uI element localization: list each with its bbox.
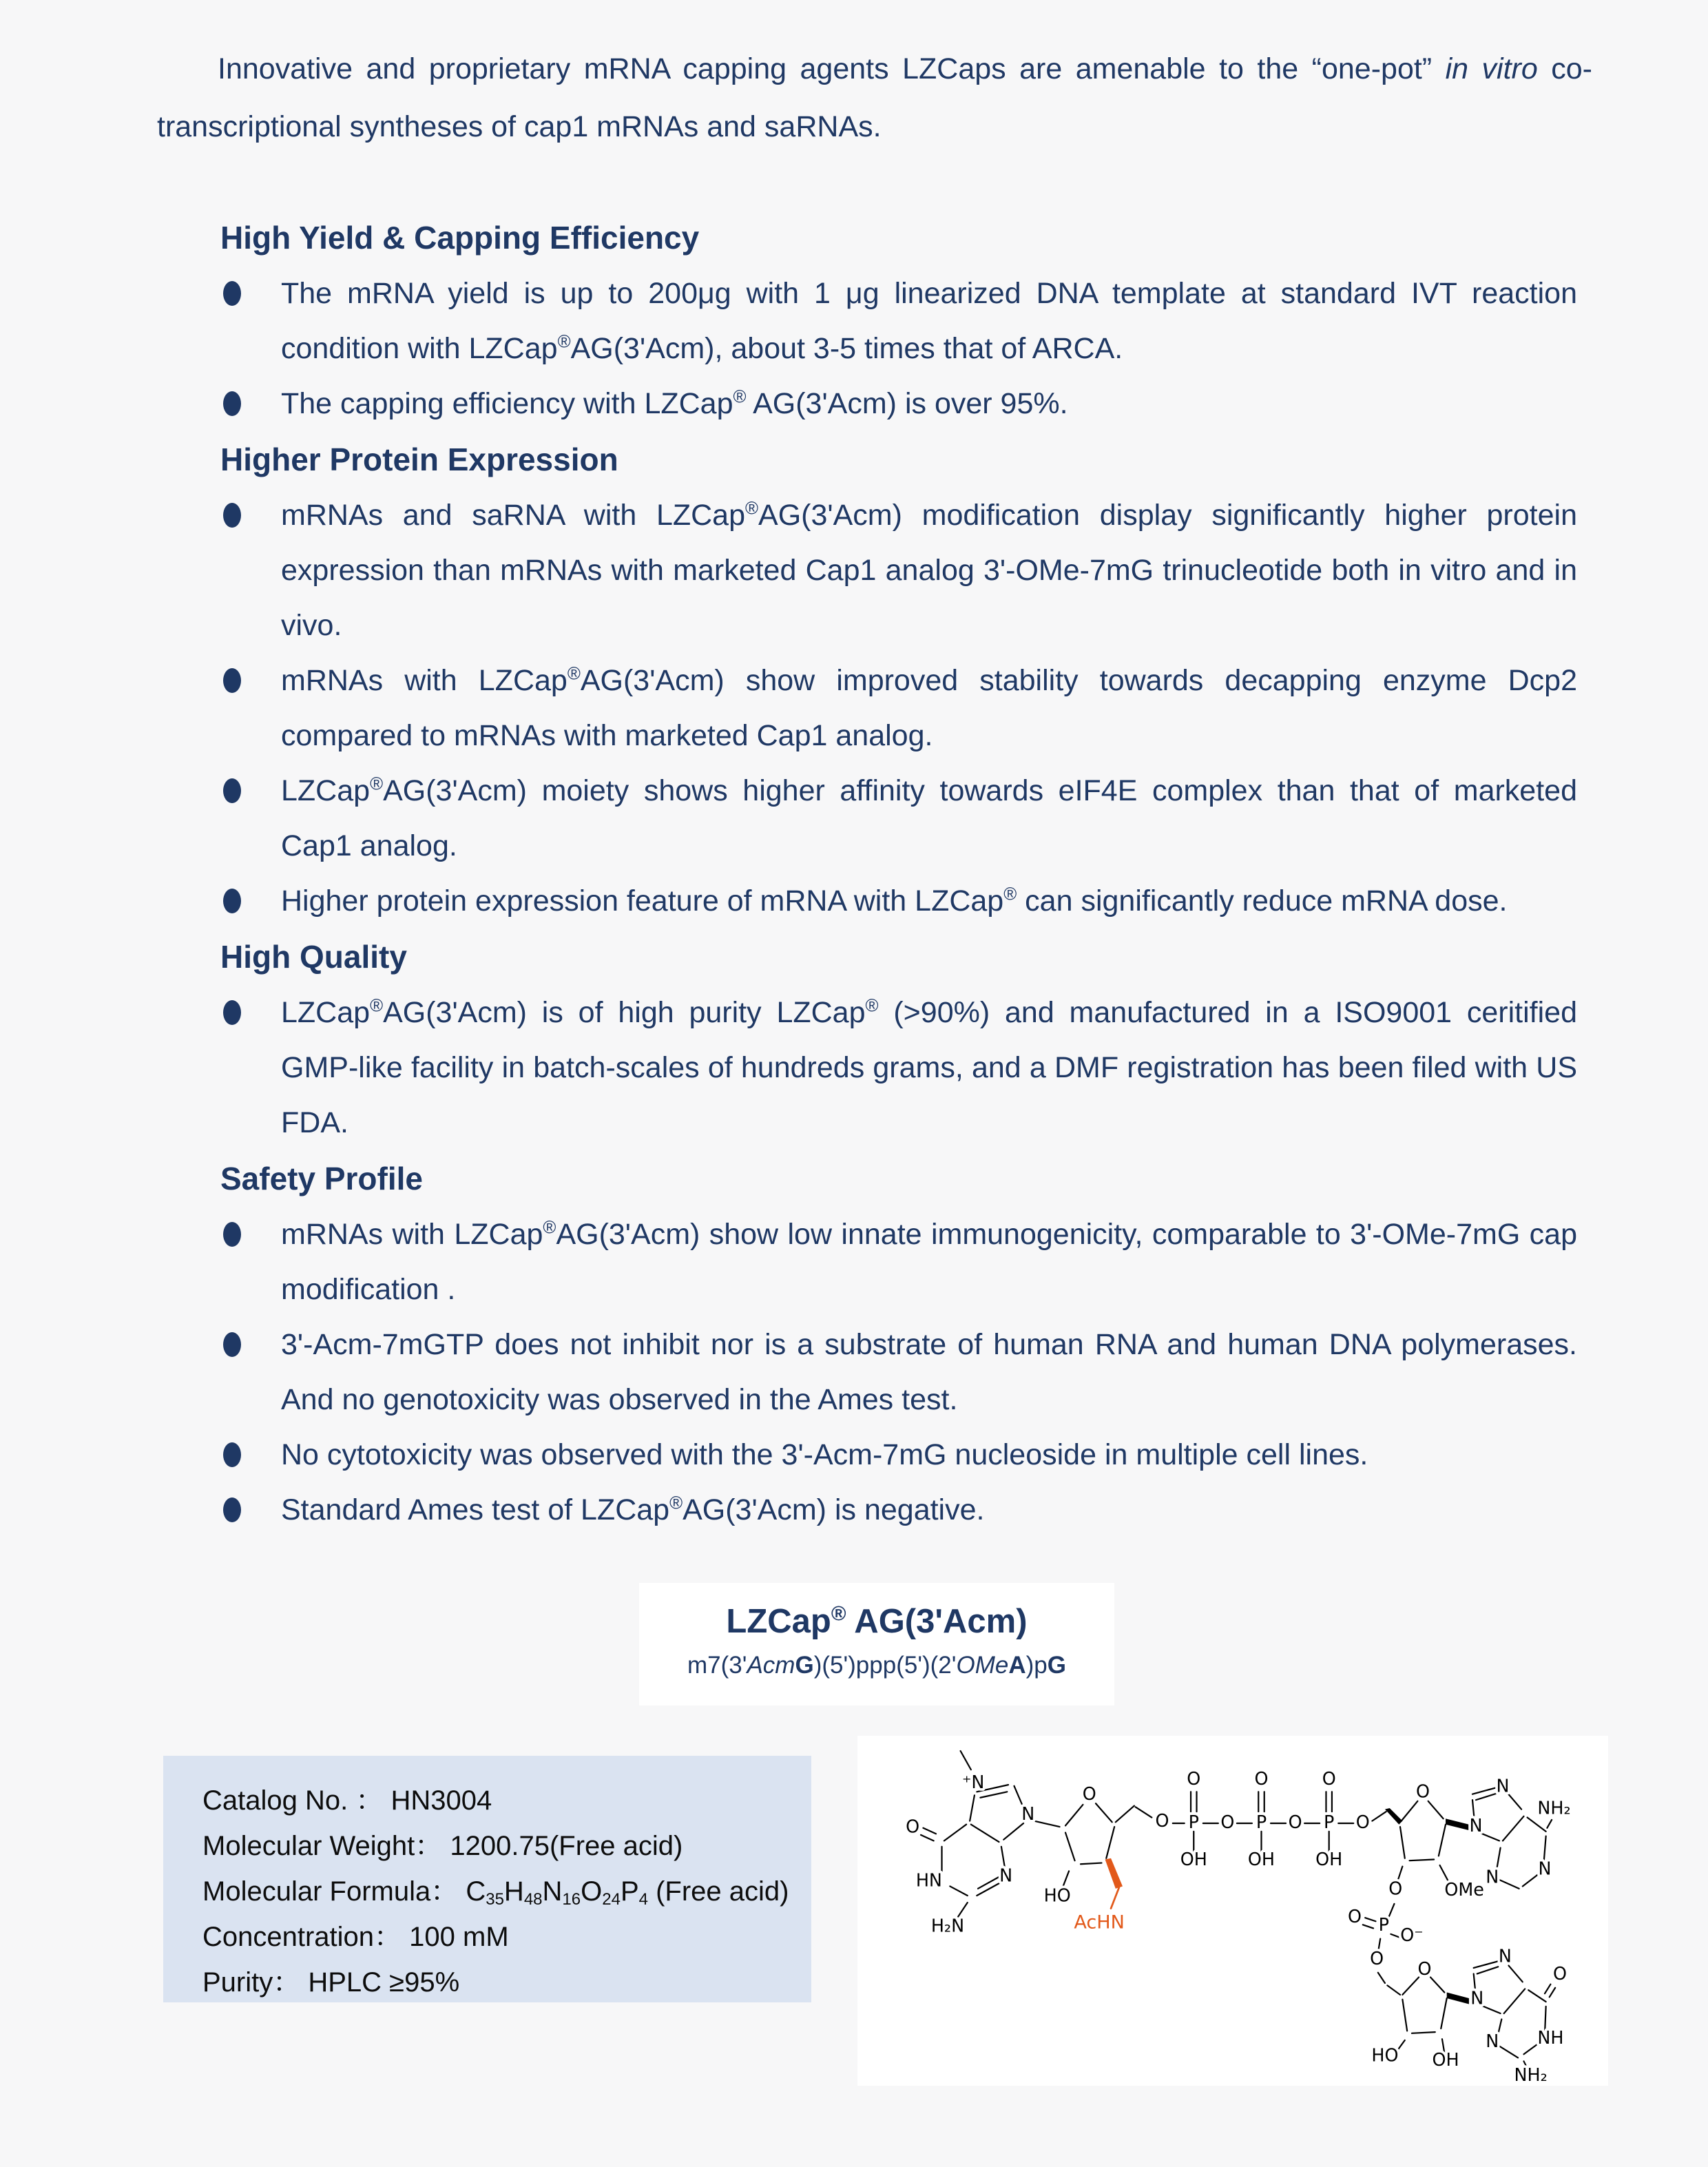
bullet-icon (223, 1497, 241, 1522)
bullet-icon (223, 1000, 241, 1025)
feature-sections (220, 209, 1577, 1537)
list-item (220, 1427, 1577, 1482)
spec-molecular-weight: Molecular Weight： 1200.75(Free acid) (202, 1831, 683, 1861)
list-item (220, 873, 1577, 929)
atom-label: NH₂ (1537, 1797, 1571, 1818)
atom-label: HN (915, 1869, 942, 1891)
atom-label-achn: AcHN (1074, 1911, 1125, 1933)
bullet-icon (223, 1222, 241, 1247)
atom-label: N (1496, 1775, 1510, 1796)
atom-label: P (1324, 1811, 1335, 1832)
product-specs-box (163, 1756, 811, 2002)
atom-label: OMe (1444, 1878, 1484, 1900)
spec-molecular-formula: Molecular Formula： $C_{35}H_{48}N_{16}O_{24}P_4$ (Free acid) (202, 1876, 789, 1909)
atom-label: NH (1537, 2027, 1564, 2049)
section-heading-high-quality: High Quality (220, 939, 407, 975)
section-heading-higher-protein: Higher Protein Expression (220, 442, 618, 477)
bullet-text: No cytotoxicity was observed with the 3'-Acm-7mG nucleoside in multiple cell lines. (281, 1438, 1368, 1471)
atom-label: OH (1432, 2049, 1459, 2071)
atom-label: N (1470, 1987, 1484, 2009)
chemical-structure-drawing (857, 1736, 1608, 2086)
atom-label: O (1416, 1781, 1430, 1802)
list-item (220, 763, 1577, 873)
atom-label: O (1370, 1947, 1384, 1969)
atom-label: O (1347, 1905, 1362, 1927)
atom-label: OH (1315, 1848, 1343, 1869)
bullet-text: LZCap®AG(3'Acm) is of high purity LZCap® (>90%) and manufactured in a ISO9001 ceritified GMP-like facility in batch-scales of hundreds grams, and a DMF registration has been filed with US FDA. (281, 996, 1577, 1139)
atom-label: N (1469, 1814, 1483, 1836)
list-item (220, 266, 1577, 376)
atom-label: N (1486, 1866, 1499, 1887)
list-item (220, 376, 1577, 431)
high-quality-list (220, 985, 1577, 1150)
atom-label: O (1322, 1768, 1336, 1790)
bullet-text: Higher protein expression feature of mRNA with LZCap® can significantly reduce mRNA dose. (281, 884, 1508, 917)
atom-label: O (906, 1816, 920, 1837)
atom-label: O (1220, 1811, 1235, 1832)
higher-protein-list (220, 488, 1577, 929)
section-heading-high-yield: High Yield & Capping Efficiency (220, 220, 700, 256)
atom-label: O (1552, 1962, 1567, 1984)
atom-label: P (1256, 1811, 1267, 1832)
atom-label: N (999, 1865, 1013, 1886)
atom-label: N (1021, 1803, 1035, 1824)
atom-label: P (1378, 1914, 1389, 1935)
atom-label: H₂N (930, 1915, 965, 1936)
product-formula: m7(3'AcmG)(5')ppp(5')(2'OMeA)pG (687, 1652, 1066, 1679)
atom-label: HO (1043, 1885, 1071, 1906)
safety-profile-list (220, 1207, 1577, 1537)
atom-label: N (1538, 1858, 1552, 1879)
atom-label: O (1388, 1878, 1403, 1899)
atom-label: P (1188, 1811, 1199, 1832)
atom-label: O (1288, 1811, 1302, 1832)
list-item (220, 985, 1577, 1150)
intro-paragraph: Innovative and proprietary mRNA capping agents LZCaps are amenable to the “one-pot” in vitro co-transcriptional syntheses of cap1 mRNAs and saRNAs. (157, 52, 1593, 143)
product-title: LZCap® AG(3'Acm) (726, 1602, 1028, 1640)
list-item (220, 1207, 1577, 1317)
spec-concentration: Concentration： 100 mM (202, 1922, 509, 1952)
list-item (220, 1317, 1577, 1427)
chemical-structure-figure (857, 1736, 1608, 2086)
atom-label: O (1254, 1768, 1269, 1790)
atom-label: N (1486, 2031, 1499, 2052)
product-title-box (639, 1583, 1114, 1705)
atom-label: ⁺N (962, 1772, 985, 1793)
section-heading-safety-profile: Safety Profile (220, 1161, 423, 1196)
bullet-icon (223, 391, 241, 416)
spec-purity: Purity： HPLC ≥95% (202, 1967, 460, 1998)
atom-label: O (1155, 1810, 1169, 1832)
atom-label: O (1417, 1958, 1432, 1980)
list-item (220, 488, 1577, 653)
bullet-text: The capping efficiency with LZCap® AG(3'Acm) is over 95%. (281, 387, 1068, 420)
bullet-icon (223, 778, 241, 803)
atom-label: OH (1247, 1848, 1275, 1869)
bullet-text: 3'-Acm-7mGTP does not inhibit nor is a substrate of human RNA and human DNA polymerases. And no genotoxicity was observed in the Ames test. (281, 1328, 1577, 1416)
list-item (220, 1482, 1577, 1537)
bullet-icon (223, 281, 241, 306)
bullet-text: mRNAs with LZCap®AG(3'Acm) show improved stability towards decapping enzyme Dcp2 compared to mRNAs with marketed Cap1 analog. (281, 664, 1578, 752)
bullet-text: The mRNA yield is up to 200μg with 1 μg linearized DNA template at standard IVT reaction condition with LZCap®AG(3'Acm), about 3-5 times that of ARCA. (281, 277, 1577, 365)
bullet-text: mRNAs with LZCap®AG(3'Acm) show low innate immunogenicity, comparable to 3'-OMe-7mG cap modification . (281, 1218, 1577, 1306)
atom-label: HO (1371, 2044, 1399, 2066)
atom-label: NH₂ (1514, 2064, 1548, 2086)
spec-catalog-no: Catalog No. ： HN3004 (202, 1785, 492, 1816)
atom-label: O (1082, 1783, 1096, 1805)
bullet-text: Standard Ames test of LZCap®AG(3'Acm) is negative. (281, 1493, 985, 1526)
bullet-icon (223, 1332, 241, 1357)
bullet-text: LZCap®AG(3'Acm) moiety shows higher affinity towards eIF4E complex than that of marketed Cap1 analog. (281, 774, 1577, 862)
bullet-icon (223, 1442, 241, 1467)
bullet-icon (223, 889, 241, 913)
atom-label: OH (1180, 1848, 1207, 1869)
atom-label: N (1498, 1945, 1512, 1967)
atom-label: O (1187, 1768, 1201, 1790)
atom-label: O⁻ (1400, 1925, 1424, 1946)
high-yield-list (220, 266, 1577, 431)
bullet-icon (223, 503, 241, 528)
bullet-text: mRNAs and saRNA with LZCap®AG(3'Acm) modification display significantly higher protein expression than mRNAs with marketed Cap1 analog 3'-OMe-7mG trinucleotide both in vitro and in vivo. (281, 499, 1577, 642)
atom-label: O (1355, 1811, 1370, 1832)
bullet-icon (223, 668, 241, 693)
list-item (220, 653, 1577, 763)
